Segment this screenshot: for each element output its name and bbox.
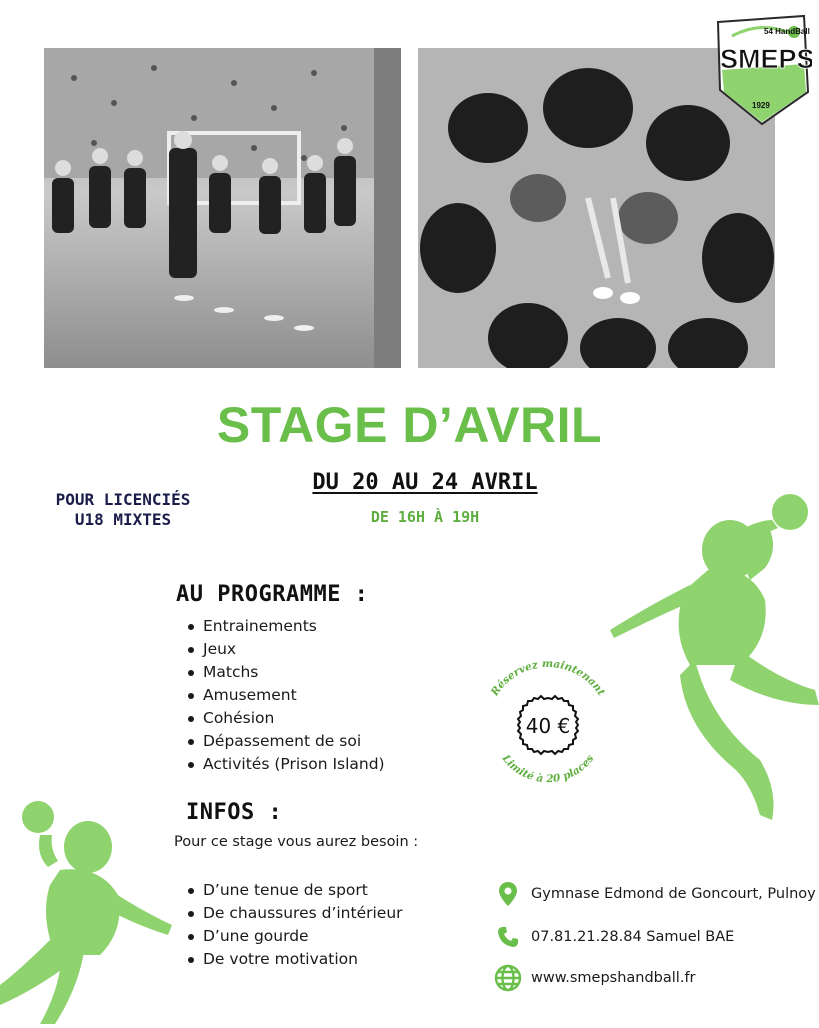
contact-address bbox=[493, 879, 816, 909]
contact-phone[interactable] bbox=[493, 922, 734, 952]
list-item: Cohésion bbox=[185, 707, 385, 730]
list-item: De votre motivation bbox=[185, 948, 403, 971]
list-item: Activités (Prison Island) bbox=[185, 753, 385, 776]
list-item: Dépassement de soi bbox=[185, 730, 385, 753]
badge-price: 40 € bbox=[525, 714, 571, 738]
stage-dates: DU 20 AU 24 AVRIL bbox=[312, 470, 538, 495]
list-item: D’une gourde bbox=[185, 925, 403, 948]
list-item: Amusement bbox=[185, 684, 385, 707]
page-title: STAGE D’AVRIL bbox=[216, 397, 603, 453]
infos-title: INFOS : bbox=[186, 800, 283, 825]
program-title: AU PROGRAMME : bbox=[176, 582, 369, 607]
handball-player-silhouette-right bbox=[600, 490, 819, 830]
audience-block bbox=[18, 490, 228, 530]
reservation-badge[interactable] bbox=[478, 655, 618, 805]
audience-line-2: U18 MIXTES bbox=[74, 510, 172, 529]
location-pin-icon bbox=[493, 879, 523, 909]
address-text: Gymnase Edmond de Goncourt, Pulnoy bbox=[531, 886, 816, 902]
svg-text:Limité à 20 places bbox=[499, 752, 596, 785]
phone-text[interactable]: 07.81.21.28.84 Samuel BAE bbox=[531, 929, 735, 945]
list-item: D’une tenue de sport bbox=[185, 879, 403, 902]
website-link[interactable]: www.smepshandball.fr bbox=[531, 970, 696, 986]
badge-bottom-text: Limité à 20 places bbox=[499, 752, 597, 786]
list-item: De chaussures d’intérieur bbox=[185, 902, 403, 925]
logo-subtitle: 54 HandBall bbox=[764, 27, 810, 36]
contact-website[interactable] bbox=[493, 963, 696, 993]
phone-icon bbox=[493, 922, 523, 952]
needs-list bbox=[185, 879, 403, 971]
smeps-logo bbox=[712, 12, 812, 130]
logo-year: 1929 bbox=[752, 101, 770, 110]
audience-line-1: POUR LICENCIÉS bbox=[55, 490, 191, 509]
globe-icon bbox=[493, 963, 523, 993]
logo-name: SMEPS bbox=[720, 44, 812, 74]
stage-hours: DE 16H À 19H bbox=[370, 508, 480, 526]
svg-text:Réservez maintenant bbox=[488, 658, 607, 699]
list-item: Matchs bbox=[185, 661, 385, 684]
list-item: Jeux bbox=[185, 638, 385, 661]
program-list bbox=[185, 615, 385, 776]
infos-intro: Pour ce stage vous aurez besoin : bbox=[174, 834, 419, 850]
list-item: Entrainements bbox=[185, 615, 385, 638]
handball-player-silhouette-left bbox=[0, 795, 175, 1024]
photo-team-training bbox=[44, 48, 401, 368]
badge-top-text: Réservez maintenant bbox=[488, 657, 608, 699]
